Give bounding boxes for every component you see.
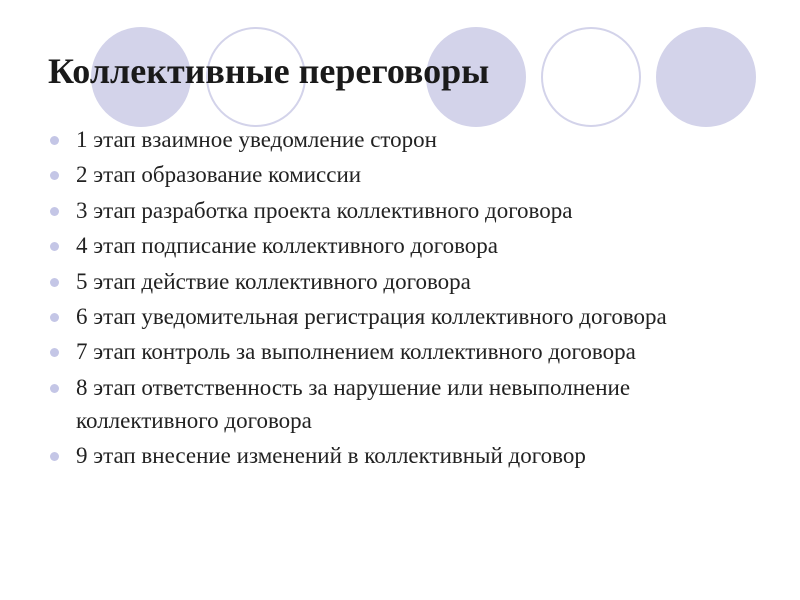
list-item [50,158,760,191]
bullet-icon [50,384,59,393]
list-item-text: 8 этап ответственность за нарушение или невыполнение коллективного договора [76,374,631,433]
slide-title: Коллективные переговоры [48,51,490,91]
list-item-text: 9 этап внесение изменений в коллективный договор [76,443,586,469]
decor-circle-outline-2 [541,27,641,127]
list-item [50,300,760,333]
list-item [50,371,760,437]
list-item [50,194,760,227]
list-item [50,123,760,156]
list-item-text: 5 этап действие коллективного договора [76,268,471,294]
list-item-text: 4 этап подписание коллективного договора [76,233,499,259]
list-item-text: 3 этап разработка проекта коллективного договора [76,197,573,223]
bullet-icon [50,348,59,357]
list-item-text: 7 этап контроль за выполнением коллективного договора [76,339,636,365]
decor-circle-filled-3 [656,27,756,127]
list-item [50,229,760,262]
bullet-icon [50,207,59,216]
list-item [50,439,760,472]
bullet-icon [50,242,59,251]
bullet-list [50,123,760,475]
list-item-text: 2 этап образование комиссии [76,162,362,188]
bullet-icon [50,278,59,287]
bullet-icon [50,452,59,461]
list-item-text: 1 этап взаимное уведомление сторон [76,127,437,152]
bullet-icon [50,136,59,145]
list-item-text: 6 этап уведомительная регистрация коллективного договора [76,303,667,329]
list-item [50,335,760,368]
list-item [50,265,760,298]
bullet-icon [50,171,59,180]
bullet-icon [50,313,59,322]
